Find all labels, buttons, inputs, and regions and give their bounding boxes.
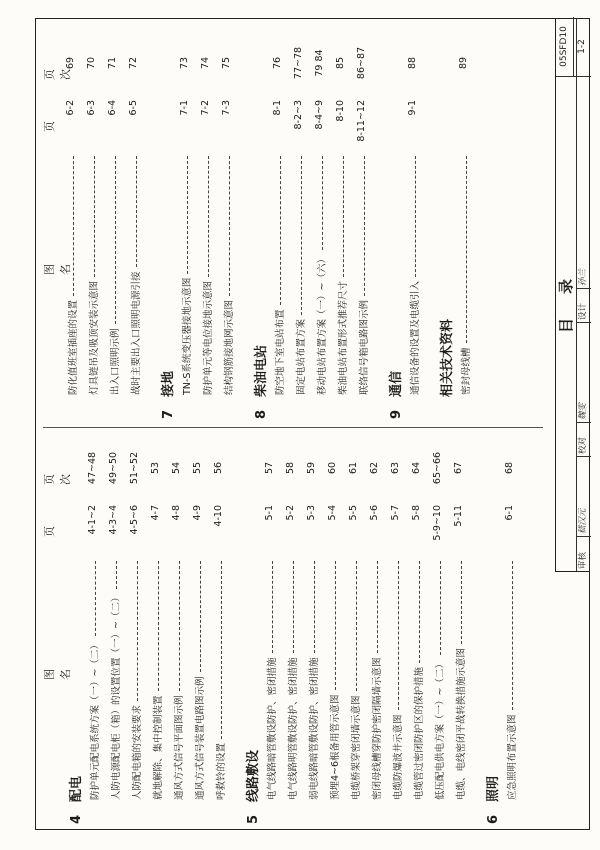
leader-line — [187, 156, 188, 274]
entry-page: 7-2 — [200, 100, 211, 116]
section-number: 4 — [69, 814, 84, 824]
leader-line — [200, 561, 201, 672]
section-number: 8 — [254, 409, 269, 419]
entry-seq: 68 — [504, 461, 515, 475]
entry-seq: 57 — [264, 461, 275, 475]
section-title: 柴油电站 — [254, 344, 269, 397]
toc-entry — [432, 430, 452, 830]
toc-entry — [179, 25, 199, 425]
entry-title: 呼救铃的设置 — [216, 742, 227, 800]
toc-entry — [107, 25, 127, 425]
entry-page: 4-5~6 — [129, 505, 140, 535]
section-title: 接地 — [161, 370, 176, 397]
entry-page: 8-1 — [272, 100, 283, 116]
entry-page: 4-3~4 — [108, 505, 119, 535]
toc-entry — [108, 430, 128, 830]
entry-page: 5-7 — [390, 505, 401, 521]
toc-entry — [213, 430, 233, 830]
leader-line — [293, 561, 294, 653]
header-page: 页 — [43, 121, 56, 132]
entry-seq: 88 — [407, 56, 418, 70]
entry-page: 5-5 — [348, 505, 359, 521]
entry-title: 预埋4~6根备用管示意图 — [330, 694, 341, 800]
leader-line — [461, 561, 462, 644]
leader-line — [73, 156, 74, 296]
entry-seq: 77~78 — [293, 46, 304, 80]
entry-seq: 51~52 — [129, 451, 140, 485]
entry-title: 电气线路明管敷设防护、密闭措施 — [288, 657, 299, 800]
toc-sheet — [35, 18, 590, 830]
leader-line — [512, 561, 513, 710]
entry-title: 结构钢筋接地网示意图 — [224, 299, 235, 395]
leader-line — [364, 156, 365, 296]
entry-seq: 71 — [107, 56, 118, 70]
entry-seq: 86~87 — [356, 46, 367, 80]
toc-entry — [504, 430, 524, 830]
leader-line — [343, 156, 344, 277]
page-number: 1-2 — [577, 39, 587, 54]
header-title: 图名 — [43, 264, 72, 275]
entry-seq: 64 — [411, 461, 422, 475]
entry-page: 4-1~2 — [87, 505, 98, 535]
entry-page: 5-1 — [264, 505, 275, 521]
entry-page: 8-2~3 — [293, 100, 304, 130]
section-number: 6 — [486, 814, 501, 824]
toc-entry — [65, 25, 85, 425]
toc-entry — [390, 430, 410, 830]
leader-line — [229, 156, 230, 296]
entry-seq: 47~48 — [87, 451, 98, 485]
leader-line — [94, 156, 95, 277]
section-title: 相关技术资料 — [440, 318, 455, 397]
toc-entry — [458, 25, 478, 425]
section-heading — [65, 776, 84, 824]
leader-line — [221, 561, 222, 739]
entry-title: 低压配电供电方案（一）~（二） — [435, 659, 446, 800]
leader-line — [314, 561, 315, 653]
entry-title: 战时主要出入口照明电源引接 — [131, 271, 142, 395]
entry-page: 4-7 — [150, 505, 161, 521]
leader-line — [116, 561, 117, 589]
entry-title: 电缆桥架穿密闭墙示意图 — [351, 695, 362, 800]
section-heading — [482, 776, 501, 824]
entry-title: 出入口照明示例 — [110, 328, 121, 395]
reviewer-signature: 嵇汉元 — [576, 457, 591, 537]
entry-title: 通风方式信号平面图示例 — [174, 695, 185, 800]
entry-seq: 74 — [200, 56, 211, 70]
toc-entry — [356, 25, 376, 425]
entry-seq: 55 — [192, 461, 203, 475]
entry-title: 密闭母线槽穿防护密闭隔墙示意图 — [372, 657, 383, 800]
toc-entry — [285, 430, 305, 830]
entry-page: 4-9 — [192, 505, 203, 521]
entry-page: 5-2 — [285, 505, 296, 521]
section-title: 线路敷设 — [246, 749, 261, 802]
toc-entry — [348, 430, 368, 830]
leader-line — [280, 156, 281, 305]
entry-page: 6-5 — [128, 100, 139, 116]
entry-title: 防护单元等电位接地示意图 — [203, 280, 214, 395]
toc-entry — [128, 25, 148, 425]
entry-seq: 89 — [458, 56, 469, 70]
toc-entry — [221, 25, 241, 425]
section-title: 通信 — [389, 370, 404, 397]
toc-entry — [129, 430, 149, 830]
toc-entry — [86, 25, 106, 425]
toc-entry — [314, 25, 334, 425]
entry-title: 应急照明布置示意图 — [507, 714, 518, 800]
header-seq: 页次 — [43, 69, 72, 80]
entry-page: 5-6 — [369, 505, 380, 521]
toc-entry — [411, 430, 431, 830]
toc-entry — [335, 25, 355, 425]
leader-line — [322, 156, 323, 250]
toc-entry — [407, 25, 427, 425]
leader-line — [272, 561, 273, 653]
toc-entry — [272, 25, 292, 425]
entry-title: 固定电站布置方案 — [296, 318, 307, 395]
toc-entry — [293, 25, 313, 425]
entry-title: TN-S系统变压器接地示意图 — [182, 277, 193, 395]
entry-page: 8-11~12 — [356, 100, 367, 142]
entry-page: 8-4~9 — [314, 100, 325, 130]
entry-title: 通风方式信号装置电路图示例 — [195, 676, 206, 800]
entry-page: 6-3 — [86, 100, 97, 116]
entry-title: 防护单元配电系统方案（一）~（二） — [90, 640, 101, 800]
toc-entry — [369, 430, 389, 830]
leader-line — [95, 561, 96, 636]
entry-seq: 85 — [335, 56, 346, 70]
entry-title: 电气线路暗管敷设防护、密闭措施 — [267, 657, 278, 800]
leader-line — [440, 561, 441, 655]
toc-entry — [200, 25, 220, 425]
entry-title: 联络信号箱电路图示例 — [359, 299, 370, 395]
section-title: 照明 — [486, 775, 501, 802]
entry-page: 8-10 — [335, 100, 346, 122]
section-title: 配电 — [69, 775, 84, 802]
entry-title: 人防配电箱的安装要求 — [132, 704, 143, 800]
entry-page: 4-10 — [213, 505, 224, 527]
entry-seq: 49~50 — [108, 451, 119, 485]
leader-line — [208, 156, 209, 277]
header-title: 图名 — [43, 669, 72, 680]
entry-seq: 69 — [65, 56, 76, 70]
leader-line — [466, 156, 467, 343]
entry-page: 5-11 — [453, 505, 464, 527]
entry-seq: 56 — [213, 461, 224, 475]
leader-line — [335, 561, 336, 690]
leader-line — [115, 156, 116, 324]
review-label: 审核 — [578, 551, 588, 569]
atlas-number: 05SFD10 — [556, 17, 574, 76]
entry-title: 弱电线路暗管敷设防护、密闭措施 — [309, 657, 320, 800]
check-label: 校对 — [576, 423, 591, 457]
header-seq: 页次 — [43, 474, 72, 485]
section-number: 7 — [161, 409, 176, 419]
section-heading — [157, 371, 176, 419]
entry-seq: 75 — [221, 56, 232, 70]
toc-entry — [87, 430, 107, 830]
entry-seq: 59 — [306, 461, 317, 475]
entry-seq: 76 — [272, 56, 283, 70]
entry-page: 6-4 — [107, 100, 118, 116]
atlas-info — [556, 17, 591, 77]
entry-title: 人防电源配电柜（箱）的设置位置（一）~（二） — [111, 592, 122, 800]
toc-entry — [264, 430, 284, 830]
leader-line — [419, 561, 420, 663]
section-heading — [242, 750, 261, 824]
entry-page: 6-2 — [65, 100, 76, 116]
checker-signature: 魏雯 — [576, 323, 591, 423]
entry-title: 移动电站布置方案（一）~（六） — [317, 254, 328, 395]
document-title: 目录 — [557, 255, 575, 334]
toc-entry — [192, 430, 212, 830]
entry-page: 6-1 — [504, 505, 515, 521]
entry-page: 9-1 — [407, 100, 418, 116]
entry-seq: 79 84 — [314, 49, 325, 77]
design-label: 设计 — [576, 289, 591, 323]
entry-title: 就地解除、集中控制装置 — [153, 695, 164, 800]
leader-line — [136, 156, 137, 267]
entry-page: 5-4 — [327, 505, 338, 521]
entry-title: 电缆防爆波井示意图 — [393, 714, 404, 800]
entry-page: 5-3 — [306, 505, 317, 521]
title-block — [555, 18, 590, 572]
toc-entry — [327, 430, 347, 830]
toc-entry — [150, 430, 170, 830]
entry-page: 5-8 — [411, 505, 422, 521]
header-page: 页 — [43, 526, 56, 537]
entry-seq: 60 — [327, 461, 338, 475]
entry-title: 电缆管过密闭防护区的保护措施 — [414, 666, 425, 800]
designer-signature: 孙兰 — [576, 77, 591, 289]
entry-seq: 67 — [453, 461, 464, 475]
leader-line — [158, 561, 159, 691]
entry-title: 密封母线槽 — [461, 347, 472, 395]
entry-seq: 70 — [86, 56, 97, 70]
entry-seq: 72 — [128, 56, 139, 70]
section-heading — [385, 371, 404, 419]
entry-seq: 73 — [179, 56, 190, 70]
leader-line — [398, 561, 399, 710]
entry-page: 4-8 — [171, 505, 182, 521]
section-heading — [250, 345, 269, 419]
entry-title: 灯具链吊及吸顶安装示意图 — [89, 280, 100, 395]
toc-entry — [171, 430, 191, 830]
leader-line — [137, 561, 138, 701]
entry-seq: 61 — [348, 461, 359, 475]
entry-seq: 58 — [285, 461, 296, 475]
leader-line — [415, 156, 416, 277]
leader-line — [356, 561, 357, 691]
entry-seq: 65~66 — [432, 451, 443, 485]
entry-title: 防空地下室电站布置 — [275, 309, 286, 395]
entry-title: 电缆、电线密闭平战转换措施示意图 — [456, 647, 467, 800]
entry-page: 7-1 — [179, 100, 190, 116]
section-number: 9 — [389, 409, 404, 419]
entry-seq: 62 — [369, 461, 380, 475]
entry-page: 7-3 — [221, 100, 232, 116]
entry-seq: 63 — [390, 461, 401, 475]
leader-line — [377, 561, 378, 653]
section-number: 5 — [246, 814, 261, 824]
toc-entry — [306, 430, 326, 830]
entry-page: 5-9~10 — [432, 505, 443, 541]
entry-title: 通信设备的设置及电缆引入 — [410, 280, 421, 395]
toc-entry — [453, 430, 473, 830]
entry-title: 柴油电站布置形式推荐尺寸 — [338, 280, 349, 395]
entry-seq: 54 — [171, 461, 182, 475]
entry-seq: 53 — [150, 461, 161, 475]
leader-line — [301, 156, 302, 315]
entry-title: 防化值班室插座的设置 — [68, 299, 79, 395]
column-divider — [43, 427, 543, 428]
section-heading — [436, 319, 455, 419]
leader-line — [179, 561, 180, 691]
